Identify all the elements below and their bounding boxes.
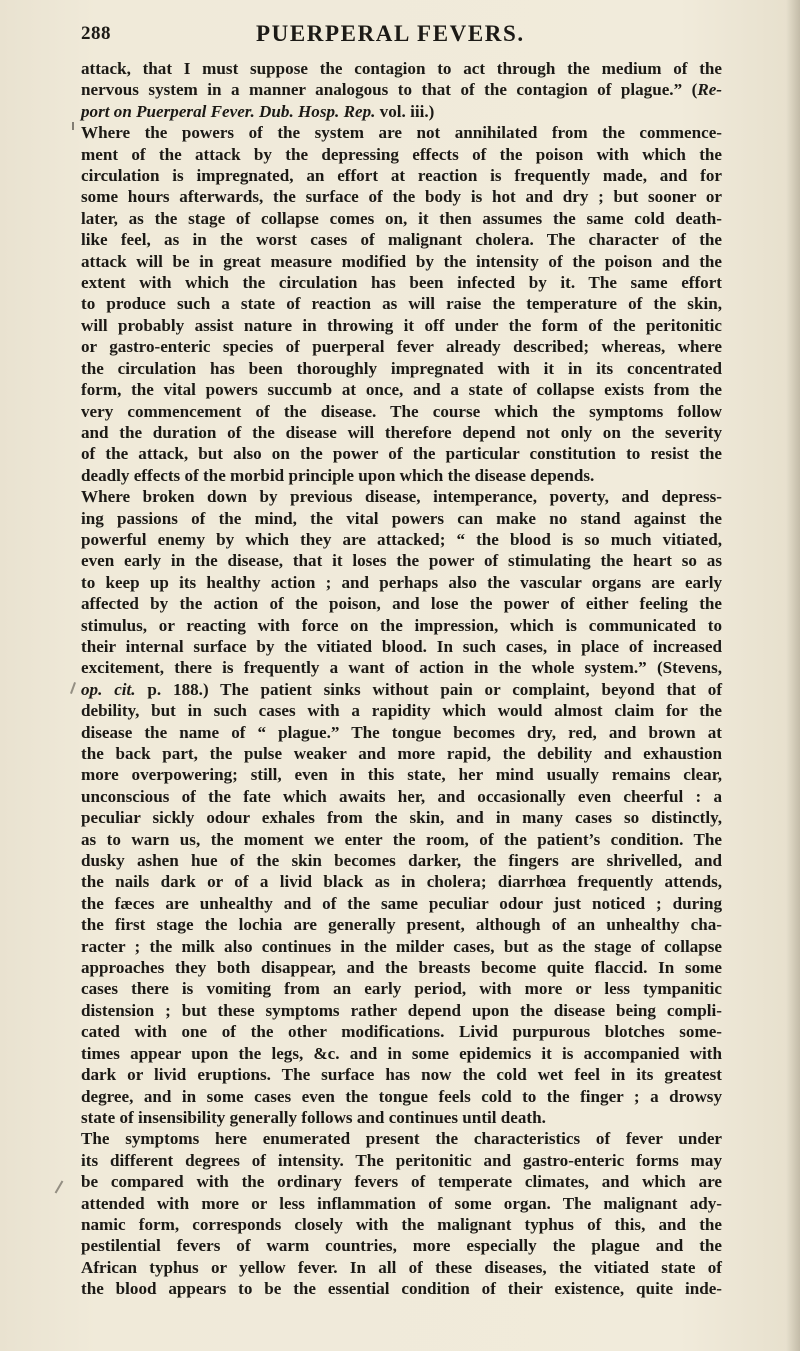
text-line: or gastro-enteric species of puerperal fever already described; whereas, where	[81, 337, 722, 357]
text-line: and the duration of the disease will therefore depend not only on the severity	[81, 422, 722, 442]
text-line: powerful enemy by which they are attacked; “ the blood is so much vitiated,	[81, 529, 722, 549]
text-line: deadly effects of the morbid principle upon which the disease depends.	[81, 465, 595, 485]
text-line: form, the vital powers succumb at once, and a state of collapse exists from the	[81, 380, 722, 400]
text-line: attack will be in great measure modified by the intensity of the poison and the	[81, 251, 722, 271]
text-line: attack, that I must suppose the contagion to act through the medium of the	[81, 59, 722, 78]
text-line: Where the powers of the system are not annihilated from the commence-	[81, 123, 722, 143]
text-line: attended with more or less inflammation of some organ. The malignant ady-	[81, 1193, 722, 1213]
text-line: peculiar sickly odour exhales from the skin, and in many cases so distinctly,	[81, 808, 722, 828]
text-line: the first stage the lochia are generally present, although of an unhealthy cha-	[81, 915, 722, 935]
margin-mark	[70, 682, 76, 694]
text-line: disease the name of “ plague.” The tongue becomes dry, red, and brown at	[81, 722, 722, 742]
text-line: ing passions of the mind, the vital powers can make no stand against the	[81, 508, 722, 528]
text-line: be compared with the ordinary fevers of temperate climates, and which are	[81, 1172, 722, 1192]
body-text	[81, 58, 722, 1300]
text-line: the circulation has been thoroughly impregnated with it in its concentrated	[81, 358, 722, 378]
text-line: as to warn us, the moment we enter the room, of the patient’s condition. The	[81, 829, 722, 849]
text-line: cases there is vomiting from an early period, with more or less tympanitic	[81, 979, 722, 999]
page-number: 288	[81, 23, 111, 44]
page-header	[81, 21, 721, 51]
text-line: its different degrees of intensity. The peritonitic and gastro-enteric forms may	[81, 1150, 722, 1170]
text-line: stimulus, or reacting with force on the impression, which is communicated to	[81, 615, 722, 635]
text-line: circulation is impregnated, an effort at reaction is frequently made, and for	[81, 166, 722, 186]
margin-mark	[55, 1180, 64, 1193]
text-line: the nails dark or of a livid black as in cholera; diarrhœa frequently attends,	[81, 872, 722, 892]
running-head: PUERPERAL FEVERS.	[256, 21, 525, 46]
text-line: unconscious of the fate which awaits her, and occasionally even cheerful : a	[81, 786, 722, 806]
text-line: the blood appears to be the essential condition of their existence, quite inde-	[81, 1279, 722, 1299]
text-line: pestilential fevers of warm countries, more especially the plague and the	[81, 1236, 722, 1256]
text-line: namic form, corresponds closely with the malignant typhus of this, and the	[81, 1214, 722, 1234]
text-line: distension ; but these symptoms rather depend upon the disease being compli-	[81, 1000, 722, 1020]
text-line: very commencement of the disease. The course which the symptoms follow	[81, 401, 722, 421]
text-line: racter ; the milk also continues in the milder cases, but as the stage of collapse	[81, 936, 722, 956]
text-line: op. cit. p. 188.) The patient sinks without pain or complaint, beyond that of	[81, 679, 723, 699]
text-line: degree, and in some cases even the tongue feels cold to the finger ; a drowsy	[81, 1086, 722, 1106]
text-line: times appear upon the legs, &c. and in some epidemics it is accompanied with	[81, 1043, 722, 1063]
text-line: some hours afterwards, the surface of the body is hot and dry ; but sooner or	[81, 187, 722, 207]
text-line: later, as the stage of collapse comes on, it then assumes the same cold death-	[81, 208, 722, 228]
text-line: of the attack, but also on the power of the particular constitution to resist the	[81, 444, 722, 464]
text-line: extent with which the circulation has been infected by it. The same effort	[81, 273, 722, 293]
text-line: to produce such a state of reaction as will raise the temperature of the skin,	[81, 294, 722, 314]
page-edge-shadow	[786, 0, 800, 1351]
text-line: will probably assist nature in throwing it off under the form of the peritonitic	[81, 315, 722, 335]
text-line: ment of the attack by the depressing effects of the poison with which the	[81, 144, 722, 164]
text-line: approaches they both disappear, and the breasts become quite flaccid. In some	[81, 958, 722, 978]
text-line: port on Puerperal Fever. Dub. Hosp. Rep. vol. iii.)	[81, 101, 435, 121]
text-line: their internal surface by the vitiated blood. In such cases, in place of increased	[81, 636, 722, 656]
text-line: more overpowering; still, even in this state, her mind usually remains clear,	[81, 765, 722, 785]
text-line: The symptoms here enumerated present the characteristics of fever under	[81, 1129, 722, 1149]
text-line: African typhus or yellow fever. In all of these diseases, the vitiated state of	[81, 1257, 722, 1277]
text-line: even early in the disease, that it loses the power of stimulating the heart so as	[81, 551, 722, 571]
text-line: nervous system in a manner analogous to that of the contagion of plague.” (Re-	[81, 80, 722, 100]
text-line: state of insensibility generally follows and continues until death.	[81, 1107, 546, 1127]
margin-mark	[72, 122, 74, 130]
text-line: like feel, as in the worst cases of malignant cholera. The character of the	[81, 230, 722, 250]
text-line: cated with one of the other modifications. Livid purpurous blotches some-	[81, 1022, 722, 1042]
text-line: the back part, the pulse weaker and more rapid, the debility and exhaustion	[81, 744, 722, 763]
text-line: Where broken down by previous disease, intemperance, poverty, and depress-	[81, 487, 722, 507]
text-line: the fæces are unhealthy and of the same peculiar odour just noticed ; during	[81, 893, 722, 913]
text-line: affected by the action of the poison, and lose the power of either feeling the	[81, 594, 722, 614]
text-line: dark or livid eruptions. The surface has now the cold wet feel in its greatest	[81, 1065, 722, 1085]
text-line: to keep up its healthy action ; and perhaps also the vascular organs are early	[81, 572, 722, 592]
text-line: excitement, there is frequently a want of action in the whole system.” (Stevens,	[81, 658, 722, 678]
text-line: debility, but in such cases with a rapidity which would almost claim for the	[81, 701, 722, 721]
text-line: dusky ashen hue of the skin becomes darker, the fingers are shrivelled, and	[81, 851, 722, 871]
